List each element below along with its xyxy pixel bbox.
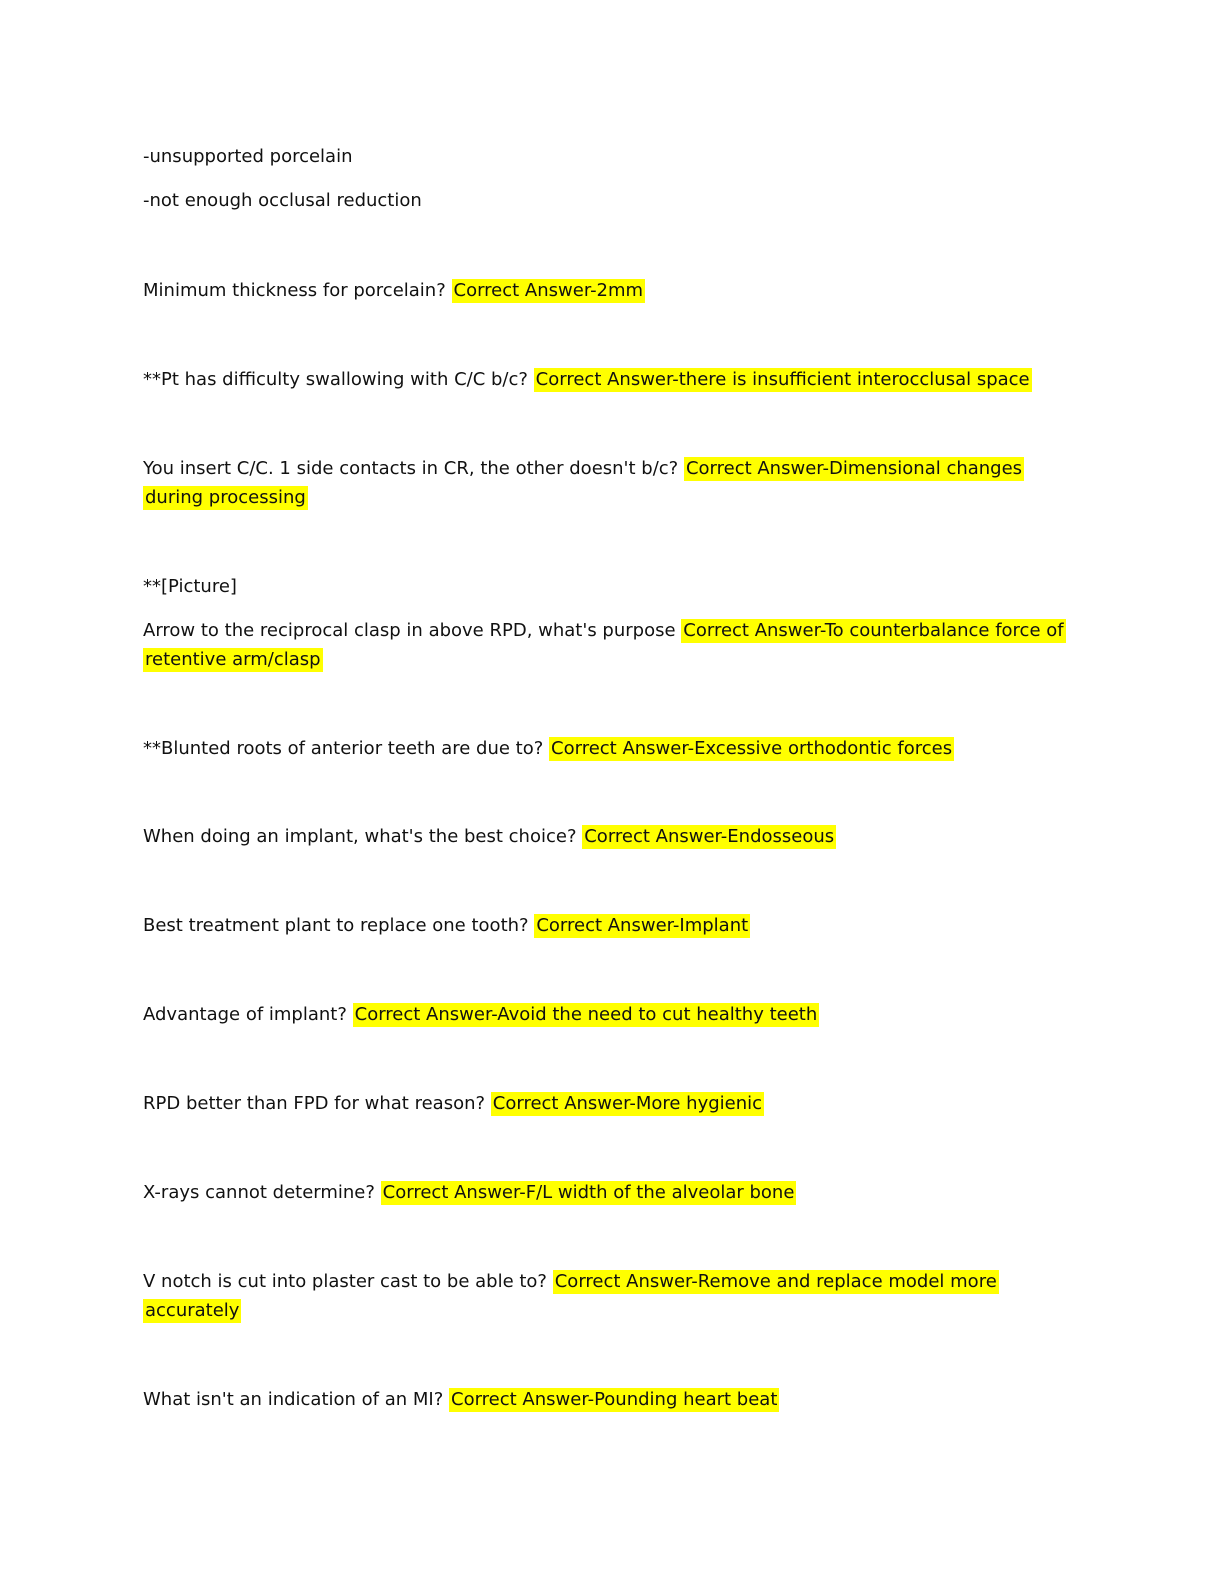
qa-item	[143, 1178, 1083, 1207]
picture-placeholder	[143, 572, 1083, 601]
qa-item	[143, 1089, 1083, 1118]
question-text: What isn't an indication of an MI?	[143, 1389, 444, 1410]
question-text: **Pt has difficulty swallowing with C/C b/c?	[143, 369, 528, 390]
qa-item	[143, 616, 1083, 674]
question-text: **Blunted roots of anterior teeth are due to?	[143, 738, 544, 759]
qa-item	[143, 822, 1083, 851]
question-text: When doing an implant, what's the best choice?	[143, 826, 577, 847]
note-text: -not enough occlusal reduction	[143, 190, 422, 211]
question-text: Advantage of implant?	[143, 1004, 347, 1025]
answer-highlight: Correct Answer-Endosseous	[584, 826, 835, 847]
question-text: V notch is cut into plaster cast to be able to?	[143, 1271, 547, 1292]
note-text: -unsupported porcelain	[143, 146, 353, 167]
qa-item	[143, 276, 1083, 305]
question-text: **[Picture]	[143, 576, 237, 597]
question-text: X-rays cannot determine?	[143, 1182, 375, 1203]
answer-highlight: Correct Answer-Avoid the need to cut healthy teeth	[354, 1004, 818, 1025]
answer-highlight: Correct Answer-More hygienic	[492, 1093, 763, 1114]
answer-highlight: Correct Answer-there is insufficient interocclusal space	[535, 369, 1030, 390]
answer-highlight: Correct Answer-Dimensional changes during processing	[145, 458, 1023, 508]
answer-highlight: Correct Answer-Pounding heart beat	[451, 1389, 778, 1410]
qa-item	[143, 911, 1083, 940]
question-text: RPD better than FPD for what reason?	[143, 1093, 486, 1114]
qa-item	[143, 1267, 1083, 1325]
qa-item	[143, 1000, 1083, 1029]
question-text: Minimum thickness for porcelain?	[143, 280, 446, 301]
answer-highlight: Correct Answer-To counterbalance force of retentive arm/clasp	[145, 620, 1064, 670]
answer-highlight: Correct Answer-F/L width of the alveolar bone	[382, 1182, 795, 1203]
question-text: Arrow to the reciprocal clasp in above RPD, what's purpose	[143, 620, 676, 641]
answer-highlight: Correct Answer-2mm	[453, 280, 644, 301]
qa-item	[143, 454, 1083, 512]
note-line	[143, 186, 1083, 215]
answer-highlight: Correct Answer-Remove and replace model more accurately	[145, 1271, 997, 1321]
question-text: Best treatment plant to replace one tooth?	[143, 915, 529, 936]
answer-highlight: Correct Answer-Excessive orthodontic forces	[551, 738, 953, 759]
qa-item	[143, 1385, 1083, 1414]
qa-item	[143, 365, 1083, 394]
qa-item	[143, 734, 1083, 763]
answer-highlight: Correct Answer-Implant	[536, 915, 749, 936]
note-line	[143, 142, 1083, 171]
question-text: You insert C/C. 1 side contacts in CR, the other doesn't b/c?	[143, 458, 679, 479]
